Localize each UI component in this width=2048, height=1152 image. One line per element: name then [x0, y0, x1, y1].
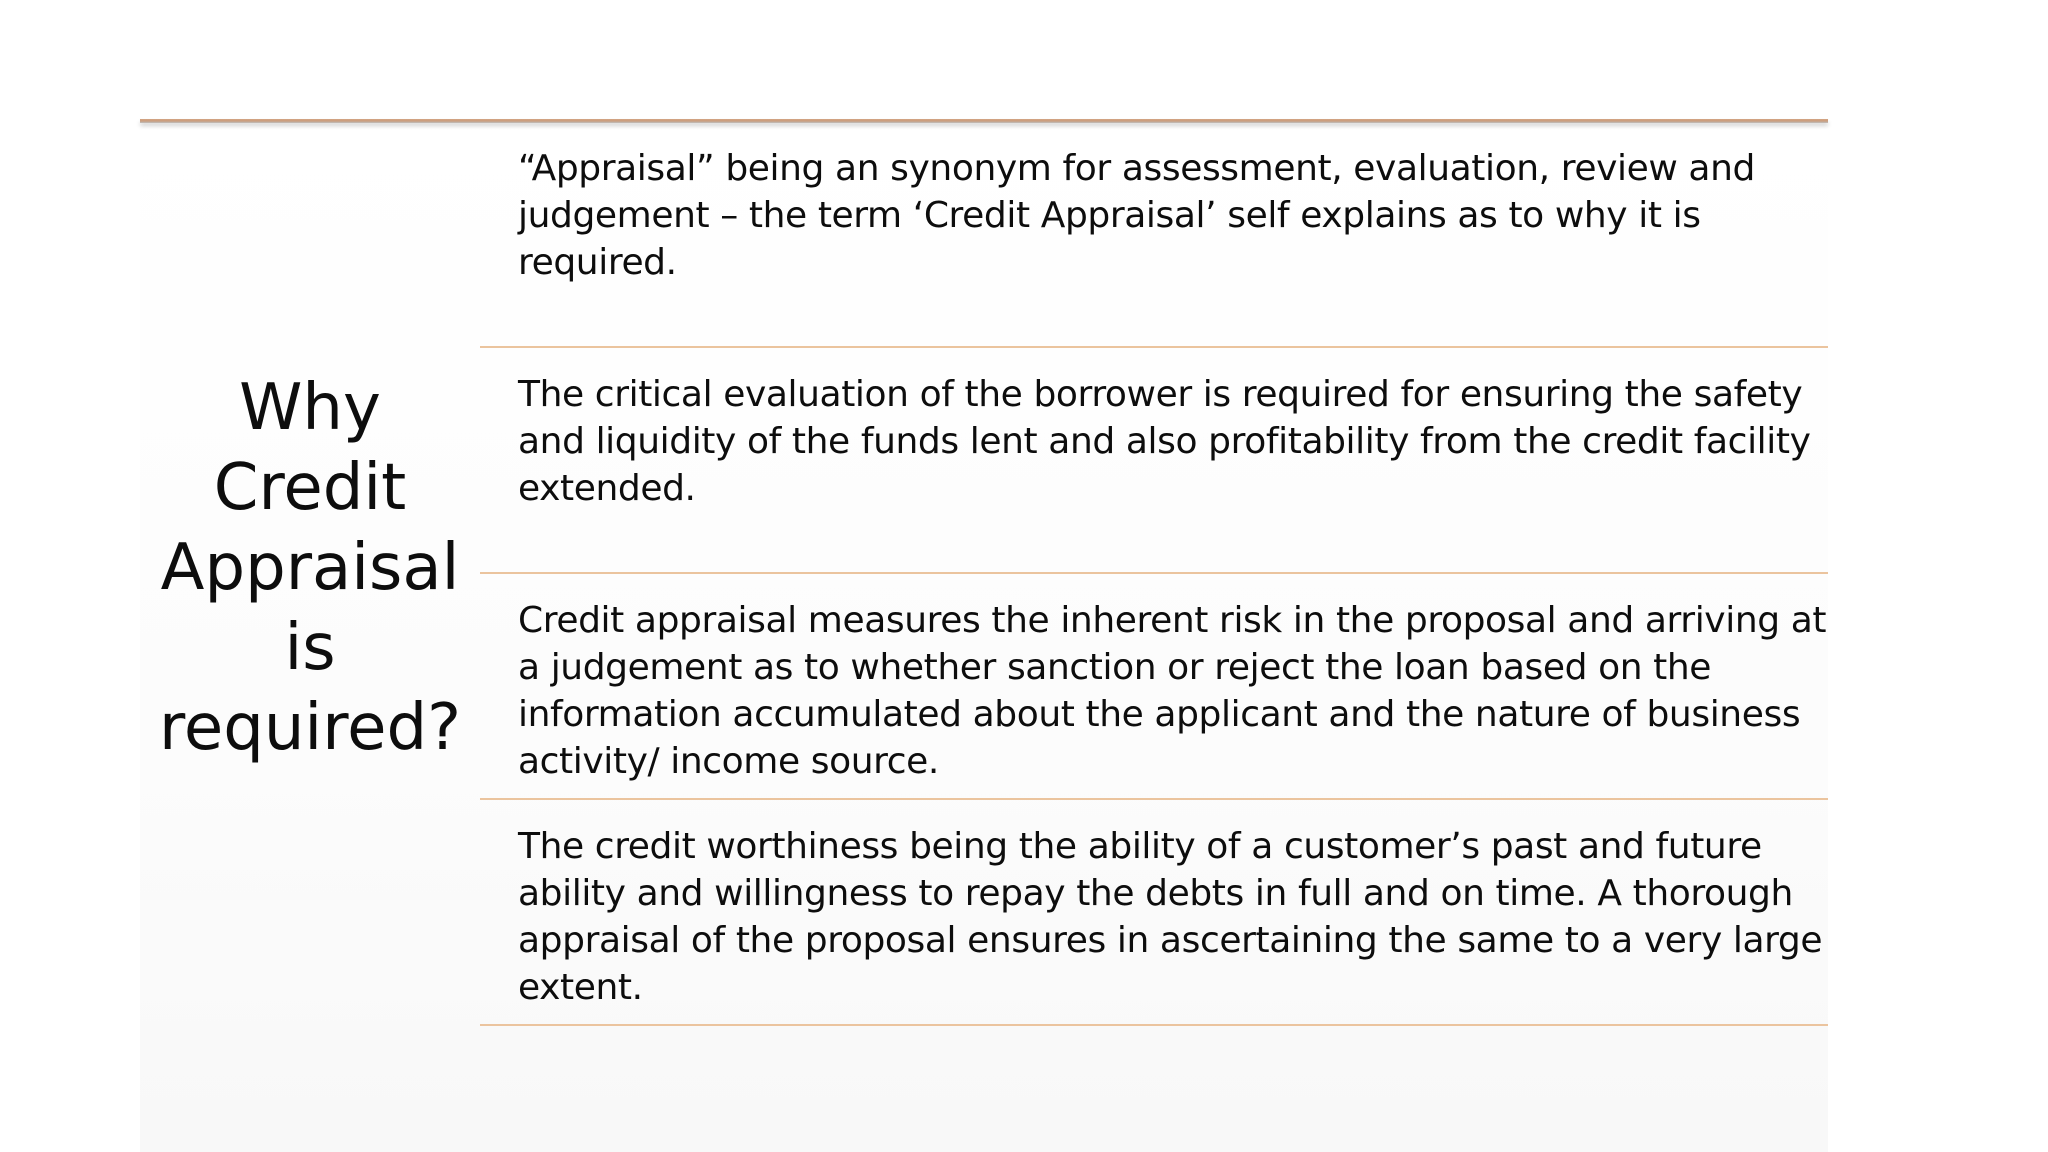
list-item	[480, 348, 1828, 574]
list-item	[480, 122, 1828, 348]
bullet-list	[480, 122, 1828, 1026]
list-item-text: The credit worthiness being the ability of a customer’s past and future ability and willingness to repay the debts in full and on time. A thorough appraisal of the proposal ensures in ascertaining the same to a very large extent.	[518, 826, 1823, 1008]
slide-title: Why Credit Appraisal is required?	[158, 371, 462, 765]
list-item-text: “Appraisal” being an synonym for assessment, evaluation, review and judgement – the term ‘Credit Appraisal’ self explains as to why it is required.	[518, 148, 1755, 283]
list-item	[480, 800, 1828, 1026]
list-item-text: The critical evaluation of the borrower is required for ensuring the safety and liquidity of the funds lent and also profitability from the credit facility extended.	[518, 374, 1811, 509]
list-item-text: Credit appraisal measures the inherent risk in the proposal and arriving at a judgement as to whether sanction or reject the loan based on the information accumulated about the applicant and the nature of business activity/ income source.	[518, 600, 1827, 782]
title-box	[150, 348, 470, 788]
list-item	[480, 574, 1828, 800]
